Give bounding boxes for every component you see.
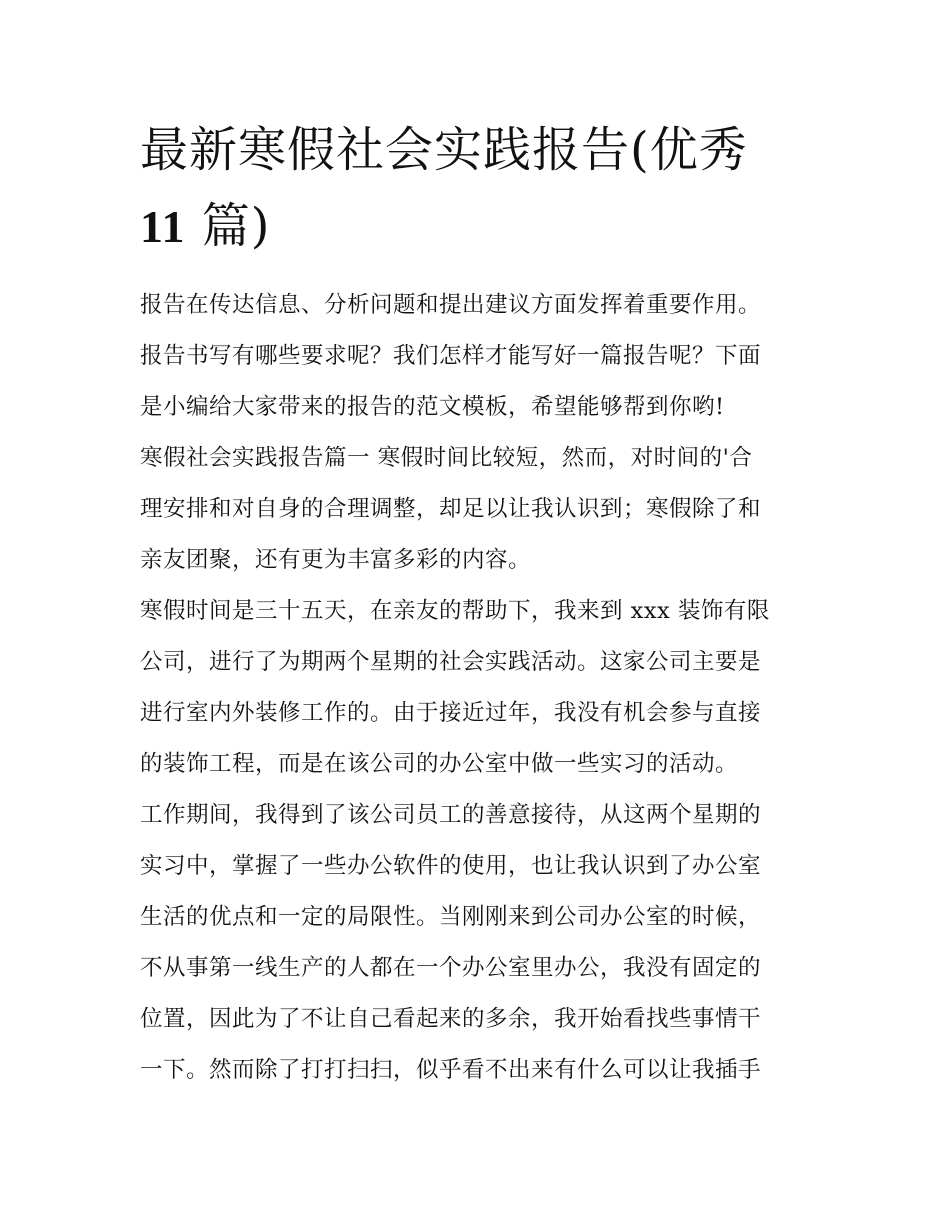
text-line: 的装饰工程，而是在该公司的办公室中做一些实习的活动。	[140, 751, 739, 777]
text-line: 理安排和对自身的合理调整，却足以让我认识到；寒假除了和	[140, 496, 762, 522]
paragraph-company-intro	[140, 586, 812, 790]
text-line: 是小编给大家带来的报告的范文模板，希望能够帮到你哟!	[140, 394, 725, 420]
paragraph-work-period	[140, 790, 812, 1096]
title-line-1: 最新寒假社会实践报告(优秀	[140, 122, 748, 178]
title-count: 11	[140, 201, 186, 252]
text-line: 报告在传达信息、分析问题和提出建议方面发挥着重要作用。	[140, 292, 762, 318]
text-line: 公司，进行了为期两个星期的社会实践活动。这家公司主要是	[140, 649, 762, 675]
text-line: 寒假社会实践报告篇一 寒假时间比较短，然而，对时间的'合	[140, 445, 753, 471]
document-title	[140, 112, 820, 265]
text-line: 寒假时间是三十五天，在亲友的帮助下，我来到 xxx 装饰有限	[140, 598, 770, 624]
text-line: 实习中，掌握了一些办公软件的使用，也让我认识到了办公室	[140, 853, 762, 879]
text-line: 生活的优点和一定的局限性。当刚刚来到公司办公室的时候，	[140, 904, 762, 930]
text-line: 不从事第一线生产的人都在一个办公室里办公，我没有固定的	[140, 955, 762, 981]
document-body	[140, 280, 812, 1096]
text-line: 亲友团聚，还有更为丰富多彩的内容。	[140, 547, 532, 573]
paragraph-report-one-opening	[140, 433, 812, 586]
text-line: 一下。然而除了打打扫扫，似乎看不出来有什么可以让我插手	[140, 1057, 762, 1083]
text-line: 位置，因此为了不让自己看起来的多余，我开始看找些事情干	[140, 1006, 762, 1032]
paragraph-intro	[140, 280, 812, 433]
text-line: 工作期间，我得到了该公司员工的善意接待，从这两个星期的	[140, 802, 762, 828]
title-line-2	[140, 188, 820, 265]
text-line: 报告书写有哪些要求呢？我们怎样才能写好一篇报告呢？下面	[140, 343, 762, 369]
title-suffix: 篇)	[185, 198, 271, 254]
text-line: 进行室内外装修工作的。由于接近过年，我没有机会参与直接	[140, 700, 762, 726]
